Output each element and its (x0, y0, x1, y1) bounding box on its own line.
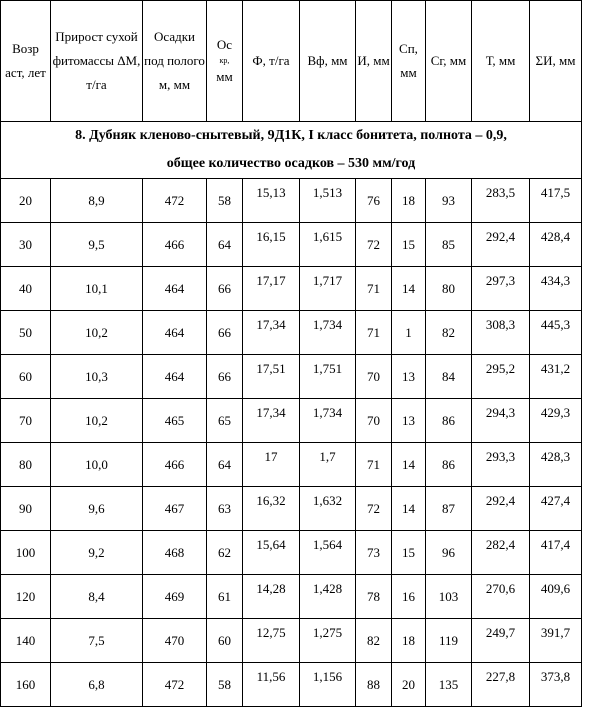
cell-phi: 15,13 (243, 179, 300, 223)
cell-bf: 1,156 (300, 663, 356, 707)
cell-growth: 10,2 (51, 399, 143, 443)
cell-cg: 87 (426, 487, 472, 531)
cell-cp: 13 (392, 399, 426, 443)
cell-growth: 10,2 (51, 311, 143, 355)
cell-precip: 466 (143, 443, 207, 487)
cell-sum-i: 373,8 (530, 663, 582, 707)
cell-bf: 1,615 (300, 223, 356, 267)
cell-sum-i: 391,7 (530, 619, 582, 663)
cell-t: 292,4 (472, 223, 530, 267)
cell-cg: 85 (426, 223, 472, 267)
cell-age: 120 (1, 575, 51, 619)
cell-sum-i: 428,4 (530, 223, 582, 267)
header-growth: Прирост сухой фитомассы ΔM, т/га (51, 1, 143, 122)
cell-age: 60 (1, 355, 51, 399)
cell-t: 283,5 (472, 179, 530, 223)
cell-age: 100 (1, 531, 51, 575)
cell-oc: 64 (207, 223, 243, 267)
cell-growth: 10,0 (51, 443, 143, 487)
cell-bf: 1,734 (300, 399, 356, 443)
cell-cp: 14 (392, 487, 426, 531)
header-bf: Вф, мм (300, 1, 356, 122)
cell-growth: 7,5 (51, 619, 143, 663)
cell-cp: 15 (392, 223, 426, 267)
cell-phi: 16,15 (243, 223, 300, 267)
cell-precip: 464 (143, 311, 207, 355)
cell-cp: 1 (392, 311, 426, 355)
table-row (1, 575, 582, 619)
cell-cp: 15 (392, 531, 426, 575)
cell-t: 293,3 (472, 443, 530, 487)
cell-t: 227,8 (472, 663, 530, 707)
cell-cg: 86 (426, 443, 472, 487)
cell-precip: 465 (143, 399, 207, 443)
cell-i: 82 (356, 619, 392, 663)
cell-cg: 82 (426, 311, 472, 355)
cell-oc: 60 (207, 619, 243, 663)
cell-i: 73 (356, 531, 392, 575)
cell-age: 70 (1, 399, 51, 443)
cell-i: 78 (356, 575, 392, 619)
header-oc-main: Ос (216, 37, 233, 52)
table-row (1, 531, 582, 575)
cell-growth: 9,6 (51, 487, 143, 531)
header-oc (207, 1, 243, 122)
cell-growth: 10,3 (51, 355, 143, 399)
cell-i: 72 (356, 487, 392, 531)
cell-phi: 17,34 (243, 311, 300, 355)
header-oc-sub: кр, (219, 56, 230, 65)
cell-i: 70 (356, 355, 392, 399)
cell-i: 70 (356, 399, 392, 443)
cell-bf: 1,7 (300, 443, 356, 487)
cell-bf: 1,734 (300, 311, 356, 355)
cell-t: 282,4 (472, 531, 530, 575)
cell-i: 72 (356, 223, 392, 267)
header-age: Возр аст, лет (1, 1, 51, 122)
cell-sum-i: 427,4 (530, 487, 582, 531)
cell-bf: 1,428 (300, 575, 356, 619)
cell-sum-i: 417,4 (530, 531, 582, 575)
cell-precip: 470 (143, 619, 207, 663)
header-t: Т, мм (472, 1, 530, 122)
cell-age: 80 (1, 443, 51, 487)
header-phi: Ф, т/га (243, 1, 300, 122)
cell-sum-i: 409,6 (530, 575, 582, 619)
table-row (1, 267, 582, 311)
table-row (1, 311, 582, 355)
cell-bf: 1,513 (300, 179, 356, 223)
cell-age: 20 (1, 179, 51, 223)
cell-precip: 464 (143, 267, 207, 311)
cell-phi: 14,28 (243, 575, 300, 619)
cell-growth: 10,1 (51, 267, 143, 311)
cell-i: 71 (356, 311, 392, 355)
cell-i: 76 (356, 179, 392, 223)
cell-t: 292,4 (472, 487, 530, 531)
table-row (1, 399, 582, 443)
header-precip: Осадки под полого м, мм (143, 1, 207, 122)
cell-sum-i: 428,3 (530, 443, 582, 487)
cell-age: 30 (1, 223, 51, 267)
cell-t: 249,7 (472, 619, 530, 663)
cell-precip: 468 (143, 531, 207, 575)
cell-age: 50 (1, 311, 51, 355)
cell-cp: 20 (392, 663, 426, 707)
cell-precip: 469 (143, 575, 207, 619)
cell-sum-i: 434,3 (530, 267, 582, 311)
header-oc-unit: мм (216, 69, 233, 84)
cell-bf: 1,564 (300, 531, 356, 575)
cell-cg: 96 (426, 531, 472, 575)
cell-cg: 80 (426, 267, 472, 311)
cell-cg: 84 (426, 355, 472, 399)
header-cg: Сг, мм (426, 1, 472, 122)
cell-age: 90 (1, 487, 51, 531)
cell-t: 308,3 (472, 311, 530, 355)
cell-phi: 17,51 (243, 355, 300, 399)
cell-cp: 14 (392, 443, 426, 487)
cell-oc: 66 (207, 311, 243, 355)
cell-oc: 66 (207, 355, 243, 399)
cell-bf: 1,751 (300, 355, 356, 399)
cell-age: 40 (1, 267, 51, 311)
cell-cp: 16 (392, 575, 426, 619)
cell-t: 297,3 (472, 267, 530, 311)
cell-growth: 9,5 (51, 223, 143, 267)
cell-phi: 11,56 (243, 663, 300, 707)
table-row (1, 223, 582, 267)
cell-precip: 472 (143, 663, 207, 707)
cell-oc: 65 (207, 399, 243, 443)
header-sum-i: ΣИ, мм (530, 1, 582, 122)
cell-oc: 64 (207, 443, 243, 487)
cell-cg: 93 (426, 179, 472, 223)
cell-bf: 1,275 (300, 619, 356, 663)
cell-oc: 62 (207, 531, 243, 575)
table-row (1, 355, 582, 399)
cell-oc: 63 (207, 487, 243, 531)
cell-phi: 17 (243, 443, 300, 487)
cell-phi: 16,32 (243, 487, 300, 531)
header-i: И, мм (356, 1, 392, 122)
cell-phi: 17,17 (243, 267, 300, 311)
cell-growth: 8,9 (51, 179, 143, 223)
cell-phi: 17,34 (243, 399, 300, 443)
cell-phi: 15,64 (243, 531, 300, 575)
table-row (1, 619, 582, 663)
cell-growth: 6,8 (51, 663, 143, 707)
table-row (1, 487, 582, 531)
cell-cg: 86 (426, 399, 472, 443)
header-cp: Сп, мм (392, 1, 426, 122)
cell-phi: 12,75 (243, 619, 300, 663)
cell-growth: 8,4 (51, 575, 143, 619)
cell-sum-i: 445,3 (530, 311, 582, 355)
cell-bf: 1,717 (300, 267, 356, 311)
section-title-line2: общее количество осадков – 530 мм/год (166, 156, 416, 171)
cell-oc: 61 (207, 575, 243, 619)
cell-age: 160 (1, 663, 51, 707)
cell-precip: 467 (143, 487, 207, 531)
cell-age: 140 (1, 619, 51, 663)
table-row (1, 663, 582, 707)
cell-t: 294,3 (472, 399, 530, 443)
cell-sum-i: 417,5 (530, 179, 582, 223)
cell-precip: 466 (143, 223, 207, 267)
cell-precip: 464 (143, 355, 207, 399)
cell-t: 270,6 (472, 575, 530, 619)
cell-i: 71 (356, 267, 392, 311)
cell-cp: 13 (392, 355, 426, 399)
cell-precip: 472 (143, 179, 207, 223)
cell-t: 295,2 (472, 355, 530, 399)
section-title (1, 122, 582, 179)
cell-sum-i: 431,2 (530, 355, 582, 399)
cell-oc: 58 (207, 663, 243, 707)
cell-i: 71 (356, 443, 392, 487)
table-row (1, 443, 582, 487)
cell-cp: 18 (392, 179, 426, 223)
cell-oc: 58 (207, 179, 243, 223)
cell-cp: 14 (392, 267, 426, 311)
cell-sum-i: 429,3 (530, 399, 582, 443)
cell-growth: 9,2 (51, 531, 143, 575)
cell-cp: 18 (392, 619, 426, 663)
cell-bf: 1,632 (300, 487, 356, 531)
table-row (1, 179, 582, 223)
cell-cg: 119 (426, 619, 472, 663)
cell-i: 88 (356, 663, 392, 707)
cell-oc: 66 (207, 267, 243, 311)
cell-cg: 103 (426, 575, 472, 619)
section-title-line1: 8. Дубняк кленово-снытевый, 9Д1К, I класс бонитета, полнота – 0,9, (75, 128, 507, 143)
cell-cg: 135 (426, 663, 472, 707)
